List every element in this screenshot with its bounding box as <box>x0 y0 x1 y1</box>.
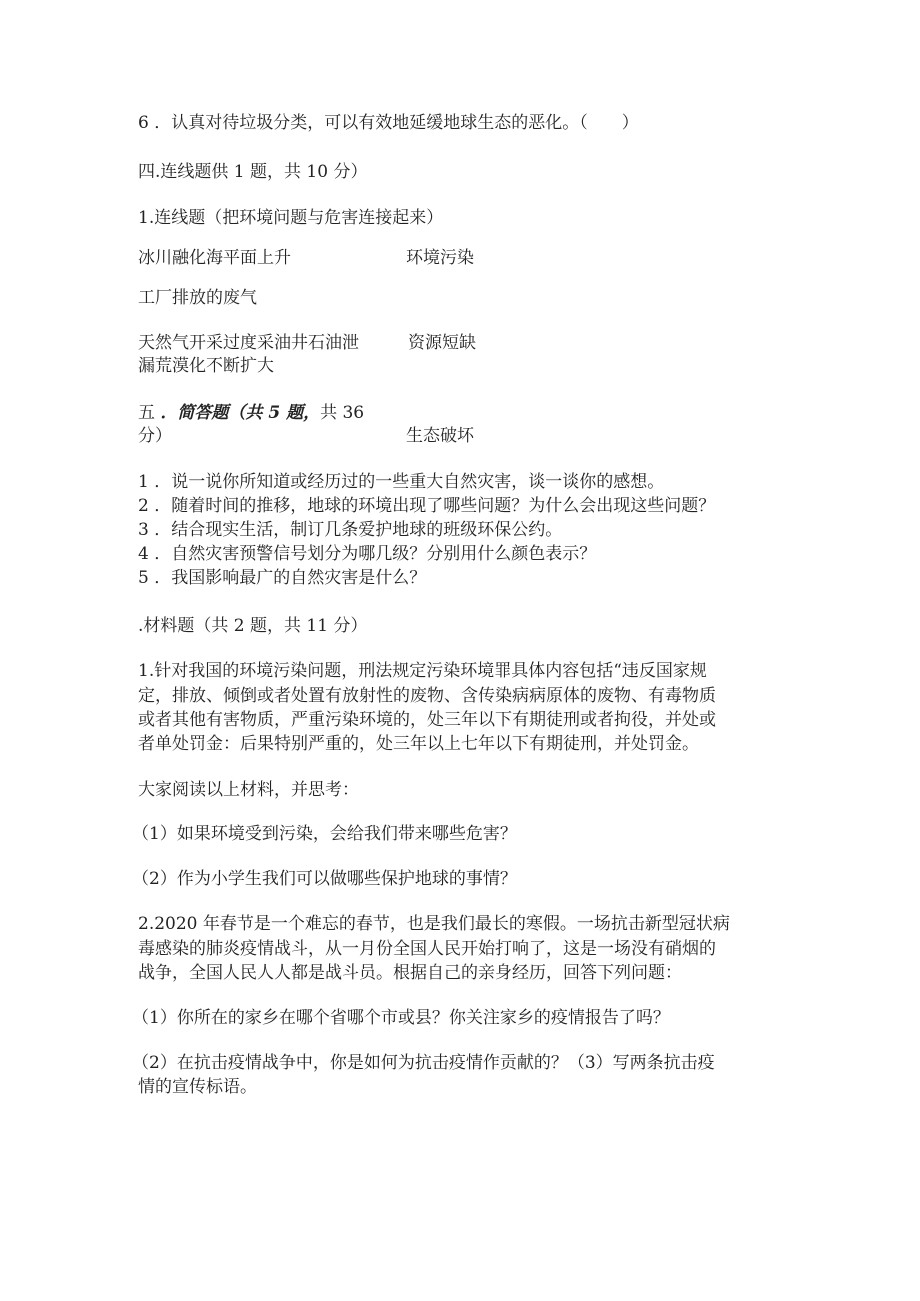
section-5-title <box>138 401 364 425</box>
matching-right-3: 生态破坏 <box>406 426 474 446</box>
material-2-line-2: 毒感染的肺炎疫情战斗，从一月份全国人民开始打响了，这是一场没有硝烟的 <box>138 939 716 959</box>
material-1-line-2: 定，排放、倾倒或者处置有放射性的废物、含传染病病原体的废物、有毒物质 <box>138 686 716 706</box>
section-5-title-end: 分） <box>138 426 172 446</box>
short-answer-4: 4 ．自然灾害预警信号划分为哪几级？分别用什么颜色表示？ <box>138 544 597 564</box>
section-5-title-bold: ．简答题（共 5 题， <box>160 403 321 423</box>
material-1-line-4: 者单处罚金：后果特别严重的，处三年以上七年以下有期徒刑，并处罚金。 <box>138 734 699 754</box>
material-2-line-3: 战争，全国人民人人都是战斗员。根据自己的亲身经历，回答下列问题： <box>138 963 682 983</box>
material-1-sub-1: （1）如果环境受到污染，会给我们带来哪些危害？ <box>132 824 517 844</box>
question-6: 6 ．认真对待垃圾分类，可以有效地延缓地球生态的恶化。（ ） <box>138 113 639 133</box>
material-2-sub-1: （1）你所在的家乡在哪个省哪个市或县？你关注家乡的疫情报告了吗？ <box>132 1008 670 1028</box>
material-2-line-1: 2.2020 年春节是一个难忘的春节，也是我们最长的寒假。一场抗击新型冠状病 <box>138 914 730 934</box>
section-6-title: .材料题（共 2 题，共 11 分） <box>138 616 368 636</box>
material-2-sub-2-line-2: 情的宣传标语。 <box>138 1077 257 1097</box>
matching-left-2: 工厂排放的废气 <box>138 288 257 308</box>
matching-left-3: 天然气开采过度采油井石油泄 <box>138 333 359 353</box>
matching-right-1: 环境污染 <box>406 248 474 268</box>
material-1-line-3: 或者其他有害物质，严重污染环境的，处三年以下有期徒刑或者拘役，并处或 <box>138 710 716 730</box>
section-5-title-prefix: 五 <box>138 403 161 423</box>
section-4-title: 四.连线题供 1 题，共 10 分） <box>138 162 368 182</box>
material-1-prompt: 大家阅读以上材料，并思考： <box>138 780 359 800</box>
material-1-line-1: 1.针对我国的环境污染问题，刑法规定污染环境罪具体内容包括“违反国家规 <box>138 661 707 681</box>
material-1-sub-2: （2）作为小学生我们可以做哪些保护地球的事情？ <box>132 869 517 889</box>
short-answer-5: 5 ．我国影响最广的自然灾害是什么？ <box>138 568 427 588</box>
matching-question-1: 1.连线题（把环境问题与危害连接起来） <box>138 208 444 228</box>
matching-right-2: 资源短缺 <box>408 333 476 353</box>
matching-left-4: 漏荒漠化不断扩大 <box>138 356 274 376</box>
matching-left-1: 冰川融化海平面上升 <box>138 248 291 268</box>
short-answer-2: 2 ．随着时间的推移，地球的环境出现了哪些问题？为什么会出现这些问题？ <box>138 496 716 516</box>
short-answer-1: 1 ．说一说你所知道或经历过的一些重大自然灾害，谈一谈你的感想。 <box>138 472 665 492</box>
short-answer-3: 3 ．结合现实生活，制订几条爱护地球的班级环保公约。 <box>138 520 563 540</box>
section-5-title-score: 共 36 <box>320 403 365 423</box>
material-2-sub-2-line-1: （2）在抗击疫情战争中，你是如何为抗击疫情作贡献的？（3）写两条抗击疫 <box>132 1053 715 1073</box>
